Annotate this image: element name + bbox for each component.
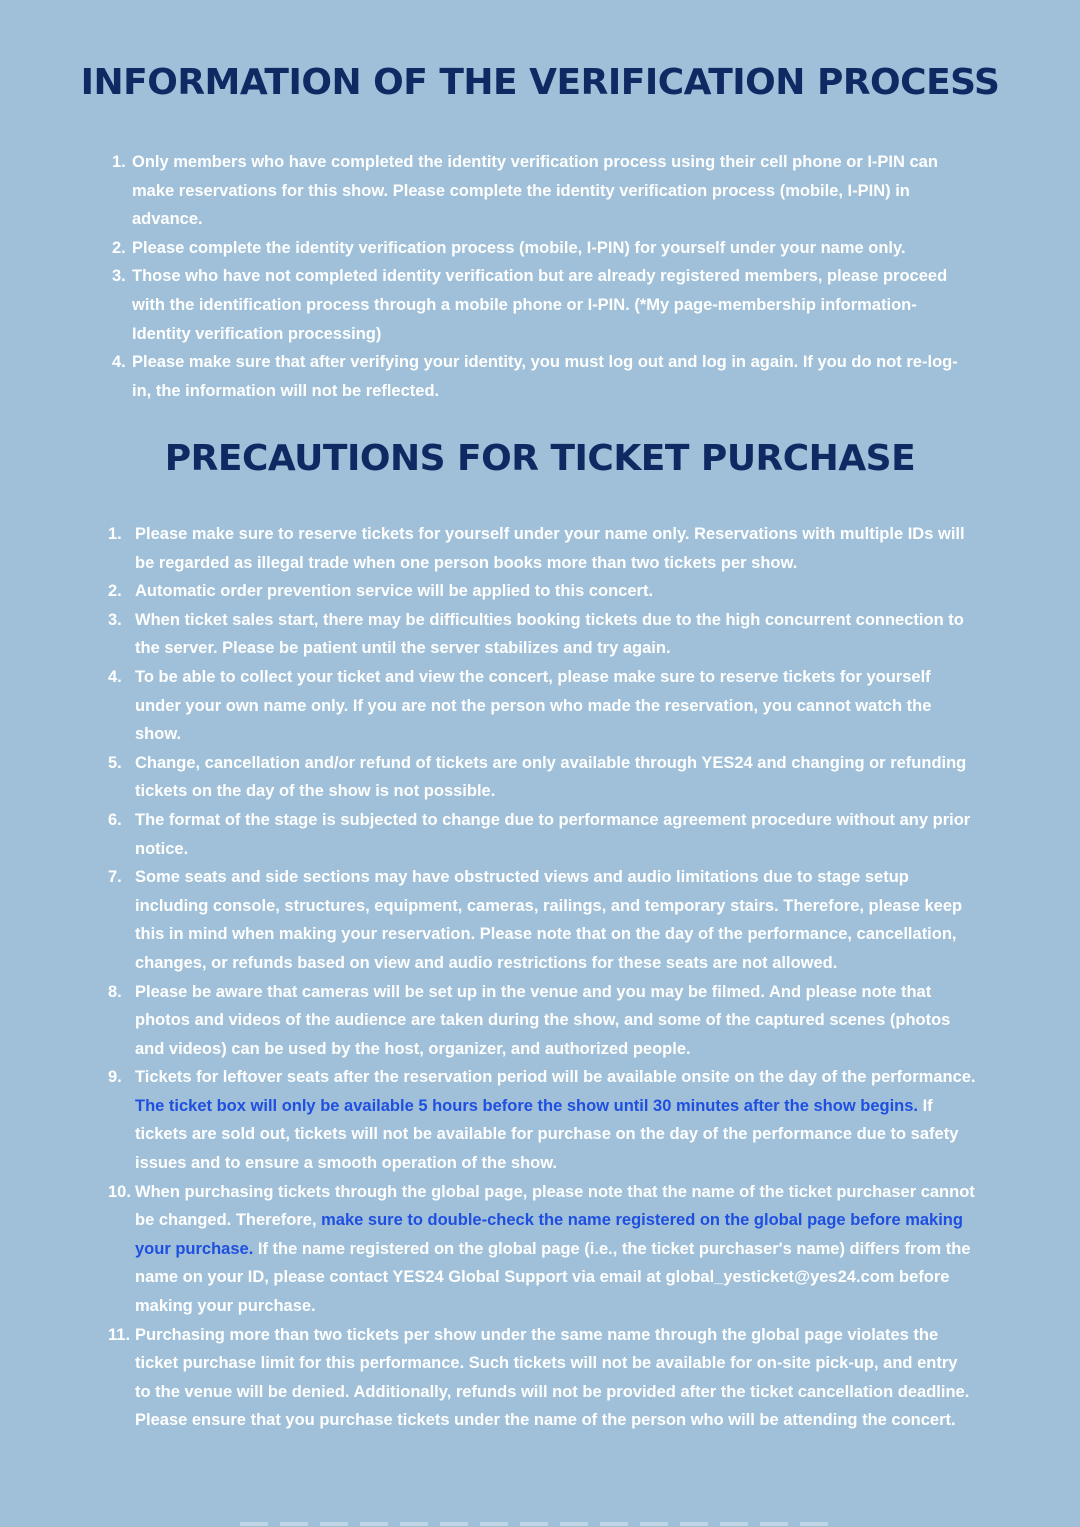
list-item — [108, 806, 976, 863]
list-item — [112, 234, 972, 263]
item-text — [135, 1178, 976, 1321]
item-text-after: If tickets are sold out, tickets will not be available for purchase on the day of the performance due to safety issues and to ensure a smooth operation of the show. — [135, 1096, 959, 1173]
list-item — [112, 148, 972, 234]
item-text: Please make sure that after verifying your identity, you must log out and log in again. If you do not re-log-in, the information will not be reflected. — [132, 353, 958, 400]
item-text: Some seats and side sections may have obstructed views and audio limitations due to stage setup including console, structures, equipment, cameras, railings, and temporary stairs. Therefore, please keep this in mind when making your reservation. Please note that on the day of the performance, cancellation, changes, or refunds based on view and audio restrictions for these seats are not allowed. — [135, 868, 963, 972]
item-text-after: If the name registered on the global page (i.e., the ticket purchaser's name) differs from the name on your ID, please contact YES24 Global Support via email at global_yesticket@yes24.com before making your purchase. — [135, 1239, 971, 1316]
list-item — [108, 978, 976, 1064]
item-number: 8. — [108, 982, 122, 1001]
item-number: 1. — [108, 525, 122, 543]
list-item — [108, 606, 976, 663]
precautions-list — [108, 520, 976, 1435]
item-number: 2. — [112, 238, 126, 257]
list-item — [108, 663, 976, 749]
item-text-before: Tickets for leftover seats after the reservation period will be available onsite on the day of the performance. — [135, 1068, 976, 1087]
item-number: 7. — [108, 868, 122, 887]
item-highlight: make sure to double-check the name registered on the global page before making your purchase. — [135, 1211, 963, 1258]
cropped-footer-divider — [240, 1522, 840, 1526]
item-text: When ticket sales start, there may be difficulties booking tickets due to the high concurrent connection to the server. Please be patient until the server stabilizes and try again. — [135, 610, 964, 658]
list-item — [108, 749, 976, 806]
verification-title: INFORMATION OF THE VERIFICATION PROCESS — [80, 62, 1000, 103]
verification-list — [112, 148, 972, 405]
item-text: Change, cancellation and/or refund of tickets are only available through YES24 and changing or refunding tickets on the day of the show is not possible. — [135, 753, 967, 801]
list-item — [108, 1178, 976, 1321]
item-text: Please make sure to reserve tickets for yourself under your name only. Reservations with multiple IDs will be regarded as illegal trade when one person books more than two tickets per show. — [135, 525, 965, 572]
list-item — [108, 863, 976, 977]
item-number: 5. — [108, 753, 122, 772]
list-item — [112, 348, 972, 405]
item-text: Those who have not completed identity verification but are already registered members, please proceed with the identification process through a mobile phone or I-PIN. (*My page-membership information-Identity verification processing) — [132, 267, 948, 343]
list-item — [108, 577, 976, 606]
item-highlight: The ticket box will only be available 5 hours before the show until 30 minutes after the show begins. — [135, 1096, 918, 1115]
item-number: 11. — [108, 1325, 131, 1344]
item-text-before: When purchasing tickets through the global page, please note that the name of the ticket purchaser cannot be changed. Therefore, — [135, 1182, 975, 1230]
item-text: Only members who have completed the identity verification process using their cell phone or I-PIN can make reservations for this show. Please complete the identity verification process (mobile, I-PIN) in advance. — [132, 153, 938, 229]
item-number: 9. — [108, 1068, 122, 1087]
list-item — [108, 1063, 976, 1177]
item-text: The format of the stage is subjected to change due to performance agreement procedure without any prior notice. — [135, 810, 971, 858]
precautions-title: PRECAUTIONS FOR TICKET PURCHASE — [164, 438, 916, 479]
item-number: 3. — [112, 267, 126, 286]
item-number: 4. — [108, 667, 122, 686]
item-text — [135, 1063, 976, 1177]
item-text: To be able to collect your ticket and view the concert, please make sure to reserve tickets for yourself under your own name only. If you are not the person who made the reservation, you cannot watch the show. — [135, 667, 932, 744]
list-item — [108, 520, 976, 577]
item-number: 10. — [108, 1182, 131, 1201]
item-number: 6. — [108, 810, 122, 829]
item-number: 4. — [112, 353, 126, 372]
list-item — [112, 262, 972, 348]
list-item — [108, 1321, 976, 1435]
item-number: 3. — [108, 610, 122, 629]
item-text: Purchasing more than two tickets per show under the same name through the global page violates the ticket purchase limit for this performance. Such tickets will not be available for on-site pick-up, and entry to the venue will be denied. Additionally, refunds will not be provided after the ticket cancellation deadline. Please ensure that you purchase tickets under the name of the person who will be attending the concert. — [135, 1325, 970, 1430]
item-number: 2. — [108, 582, 122, 601]
item-text: Please be aware that cameras will be set up in the venue and you may be filmed. And please note that photos and videos of the audience are taken during the show, and some of the captured scenes (photos and videos) can be used by the host, organizer, and authorized people. — [135, 982, 951, 1058]
item-number: 1. — [112, 153, 126, 171]
item-text: Please complete the identity verification process (mobile, I-PIN) for yourself under your name only. — [132, 238, 906, 257]
item-text: Automatic order prevention service will be applied to this concert. — [135, 582, 654, 601]
